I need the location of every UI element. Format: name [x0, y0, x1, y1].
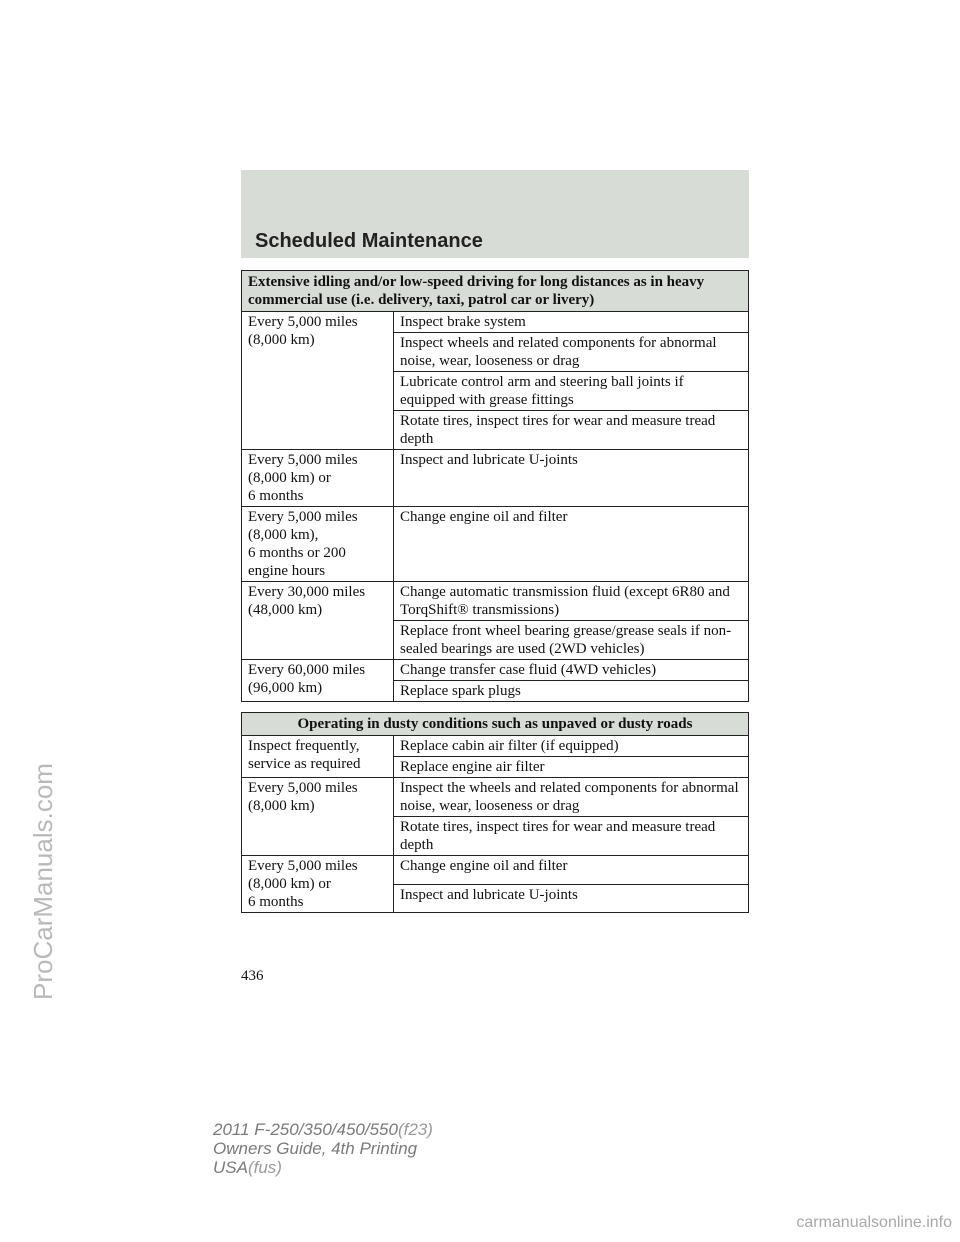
table-row: [242, 856, 749, 885]
footer-model-code: (f23): [397, 1120, 433, 1139]
interval-cell: Every 5,000 miles (8,000 km): [242, 778, 394, 856]
task-cell: Rotate tires, inspect tires for wear and measure tread depth: [394, 411, 749, 450]
footer-model: 2011 F-250/350/450/550: [213, 1120, 398, 1139]
section-title: Scheduled Maintenance: [255, 230, 483, 252]
table-row: [242, 450, 749, 507]
page-number: 436: [241, 968, 264, 984]
table-row: [242, 660, 749, 681]
table-body: [242, 713, 749, 913]
maintenance-table-dusty: [241, 712, 749, 913]
task-cell: Change automatic transmission fluid (except 6R80 and TorqShift® transmissions): [394, 582, 749, 621]
table-row: [242, 778, 749, 817]
table-row: [242, 582, 749, 621]
task-cell: Inspect the wheels and related components for abnormal noise, wear, looseness or drag: [394, 778, 749, 817]
footer-region-code: (fus): [247, 1158, 282, 1177]
task-cell: Change transfer case fluid (4WD vehicles): [394, 660, 749, 681]
table-body: [242, 271, 749, 702]
table-row: [242, 312, 749, 333]
interval-cell: Every 60,000 miles (96,000 km): [242, 660, 394, 702]
bottom-watermark: carmanualsonline.info: [796, 1214, 952, 1231]
maintenance-table-heavy-use: [241, 270, 749, 702]
task-cell: Replace engine air filter: [394, 757, 749, 778]
table-row: [242, 507, 749, 582]
interval-cell: Every 5,000 miles (8,000 km), 6 months or 200 engine hours: [242, 507, 394, 582]
side-watermark: ProCarManuals.com: [28, 763, 58, 1000]
interval-cell: Every 5,000 miles (8,000 km) or 6 months: [242, 450, 394, 507]
table-heading: Extensive idling and/or low-speed driving for long distances as in heavy commercial use (i.e. delivery, taxi, patrol car or livery): [242, 271, 749, 312]
table-row: [242, 736, 749, 757]
task-cell: Replace cabin air filter (if equipped): [394, 736, 749, 757]
task-cell: Replace front wheel bearing grease/grease seals if non-sealed bearings are used (2WD vehicles): [394, 621, 749, 660]
task-cell: Rotate tires, inspect tires for wear and measure tread depth: [394, 817, 749, 856]
task-cell: Change engine oil and filter: [394, 507, 749, 582]
interval-cell: Inspect frequently, service as required: [242, 736, 394, 778]
section-header-band: [241, 170, 749, 258]
document-footer: [213, 1120, 433, 1177]
task-cell: Inspect and lubricate U-joints: [394, 450, 749, 507]
task-cell: Lubricate control arm and steering ball joints if equipped with grease fittings: [394, 372, 749, 411]
interval-cell: Every 30,000 miles (48,000 km): [242, 582, 394, 660]
footer-guide: Owners Guide, 4th Printing: [213, 1139, 418, 1158]
task-cell: Inspect and lubricate U-joints: [394, 884, 749, 913]
task-cell: Inspect brake system: [394, 312, 749, 333]
table-heading: Operating in dusty conditions such as unpaved or dusty roads: [242, 713, 749, 736]
task-cell: Change engine oil and filter: [394, 856, 749, 885]
task-cell: Replace spark plugs: [394, 681, 749, 702]
interval-cell: Every 5,000 miles (8,000 km) or 6 months: [242, 856, 394, 913]
task-cell: Inspect wheels and related components for abnormal noise, wear, looseness or drag: [394, 333, 749, 372]
interval-cell: Every 5,000 miles (8,000 km): [242, 312, 394, 450]
footer-region: USA: [213, 1158, 248, 1177]
